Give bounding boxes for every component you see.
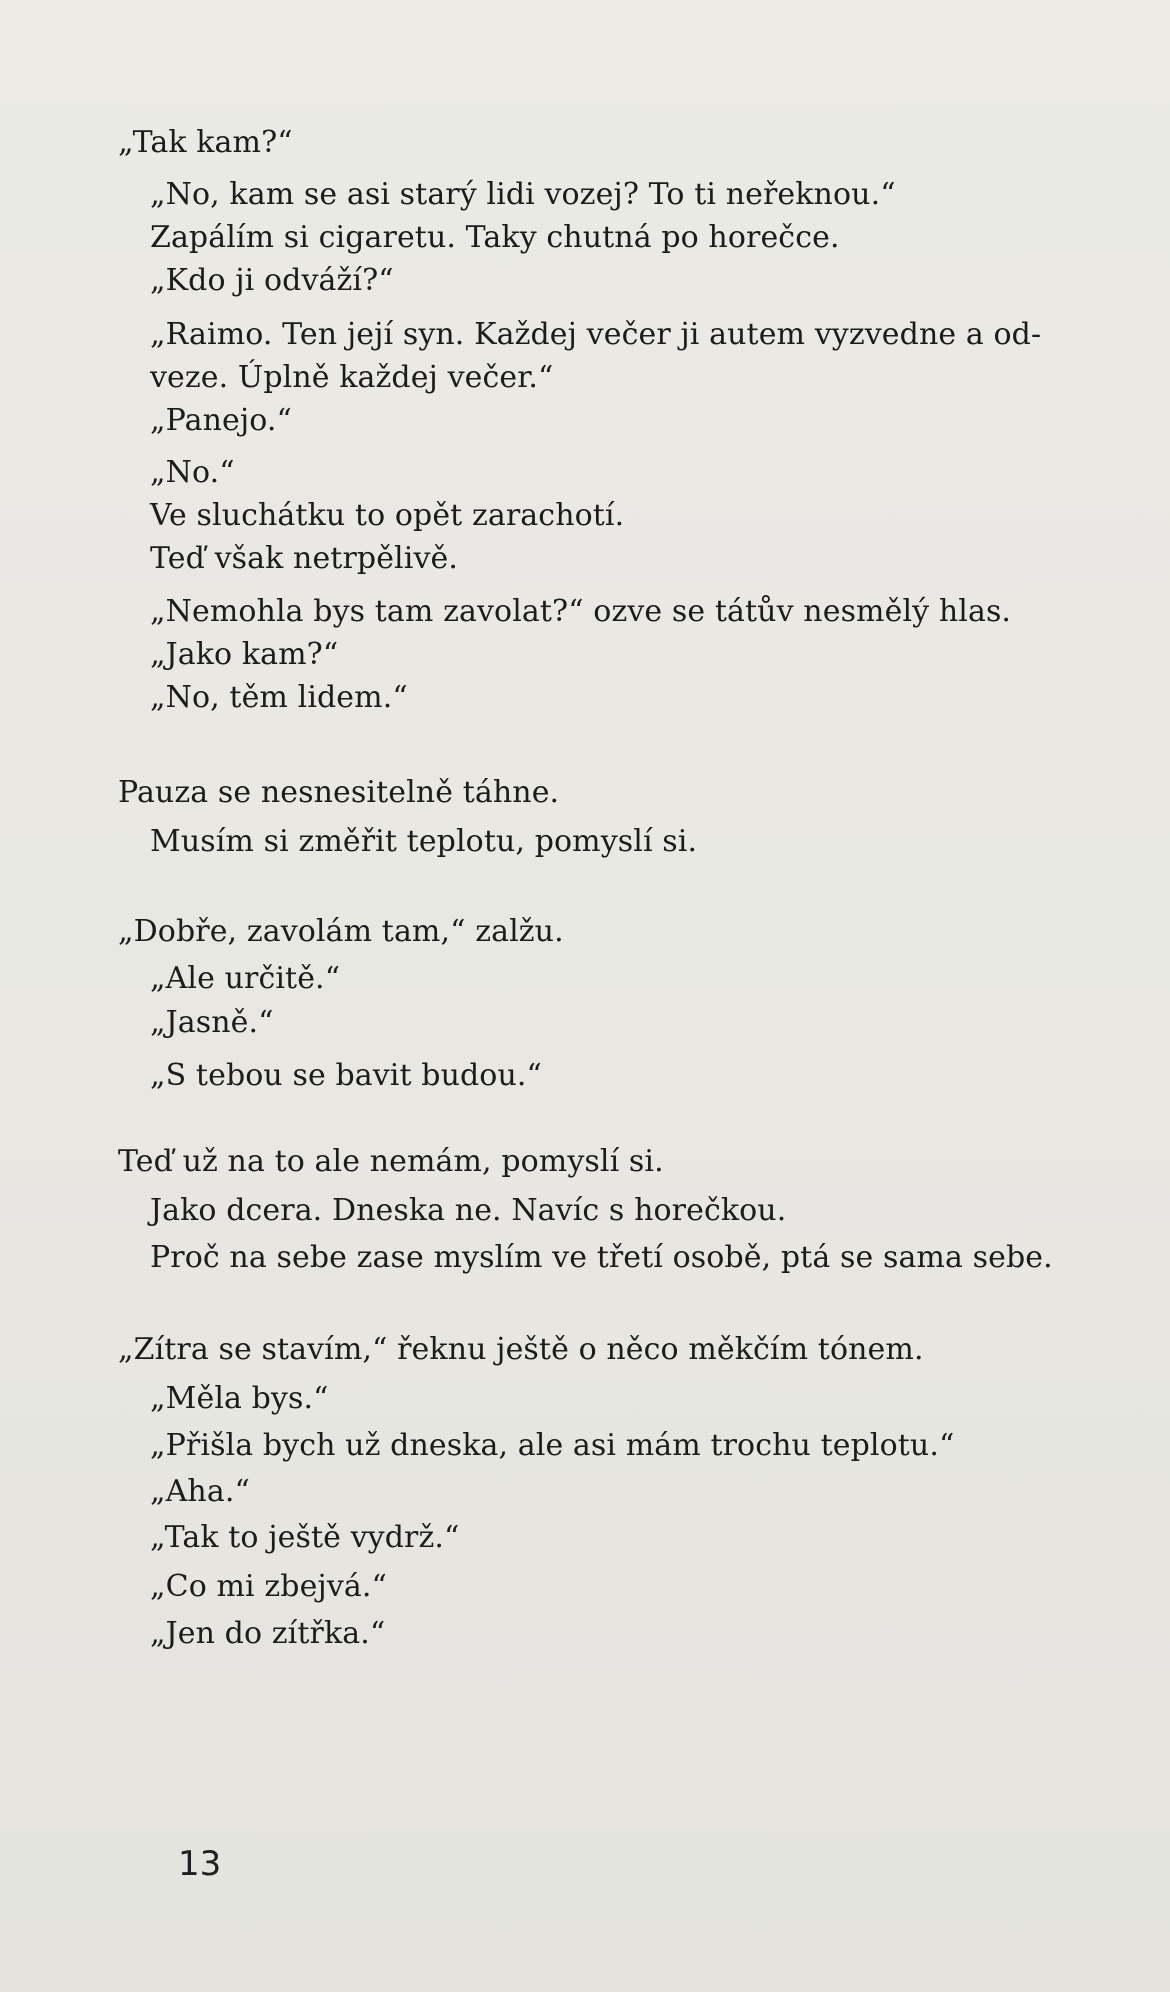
- text-line: „Aha.“: [150, 1474, 250, 1509]
- text-line: „S tebou se bavit budou.“: [150, 1058, 542, 1093]
- text-line: Zapálím si cigaretu. Taky chutná po horečce.: [150, 220, 840, 255]
- text-line: „Jen do zítřka.“: [150, 1616, 386, 1651]
- text-line: Proč na sebe zase myslím ve třetí osobě, ptá se sama sebe.: [150, 1240, 1053, 1275]
- text-line: „Panejo.“: [150, 403, 292, 438]
- page-number: 13: [178, 1844, 222, 1884]
- text-line: „Měla bys.“: [150, 1381, 329, 1416]
- text-line: Jako dcera. Dneska ne. Navíc s horečkou.: [150, 1193, 787, 1228]
- text-line: „Jasně.“: [150, 1005, 274, 1040]
- text-line: „No, těm lidem.“: [150, 680, 408, 715]
- text-line: Musím si změřit teplotu, pomyslí si.: [150, 824, 698, 859]
- text-line: Pauza se nesnesitelně táhne.: [118, 775, 560, 810]
- text-line: „Zítra se stavím,“ řeknu ještě o něco měkčím tónem.: [118, 1332, 924, 1367]
- text-line: „Přišla bych už dneska, ale asi mám trochu teplotu.“: [150, 1428, 955, 1463]
- text-line: „Ale určitě.“: [150, 961, 341, 996]
- text-line: „No.“: [150, 455, 235, 490]
- text-line: „Nemohla bys tam zavolat?“ ozve se tátův nesmělý hlas.: [150, 594, 1012, 629]
- text-line: „Co mi zbejvá.“: [150, 1569, 387, 1604]
- text-line: „Kdo ji odváží?“: [150, 263, 394, 298]
- text-line: „Tak to ještě vydrž.“: [150, 1520, 460, 1555]
- text-line: „Jako kam?“: [150, 637, 339, 672]
- text-line: „Dobře, zavolám tam,“ zalžu.: [118, 914, 564, 949]
- text-line: Ve sluchátku to opět zarachotí.: [150, 498, 625, 533]
- text-line: „Raimo. Ten její syn. Každej večer ji autem vyzvedne a od-: [150, 317, 1042, 352]
- text-line: veze. Úplně každej večer.“: [150, 360, 554, 395]
- text-line: Teď už na to ale nemám, pomyslí si.: [118, 1144, 664, 1179]
- text-line: „No, kam se asi starý lidi vozej? To ti neřeknou.“: [150, 177, 896, 212]
- text-line: „Tak kam?“: [118, 125, 293, 160]
- text-line: Teď však netrpělivě.: [150, 541, 458, 576]
